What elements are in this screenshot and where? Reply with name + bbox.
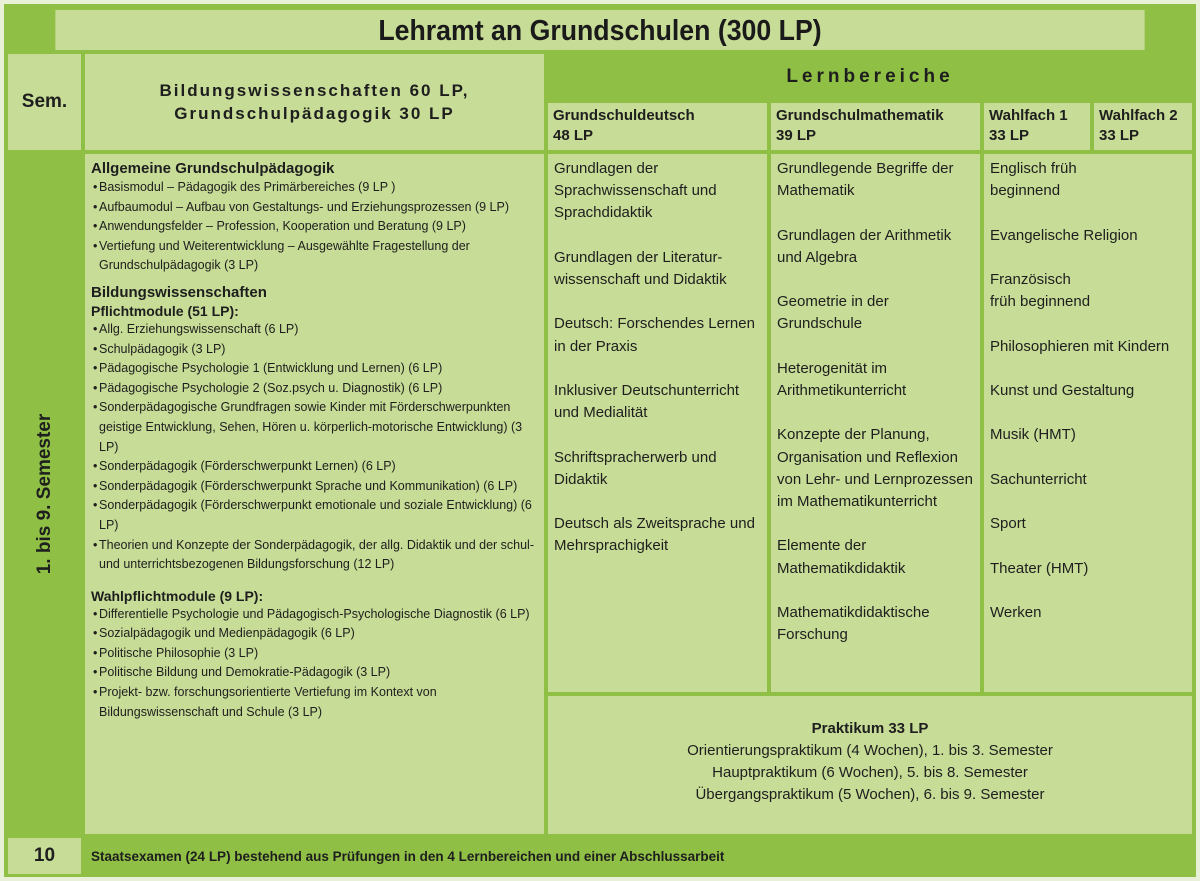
list-item: • Politische Philosophie (3 LP) <box>93 645 259 660</box>
page-title: Lehramt an Grundschulen (300 LP) <box>55 10 1144 50</box>
column-header-mathe <box>771 103 980 150</box>
list-item: Deutsch: Forschendes Lernen in der Praxis <box>554 315 755 355</box>
curriculum-table <box>4 4 1196 877</box>
list-item: • Politische Bildung und Demokratie-Pädagogik (3 LP) <box>93 665 391 680</box>
list-item: • Pädagogische Psychologie 1 (Entwicklung und Lernen) (6 LP) <box>93 361 443 376</box>
column-lp: 48 LP <box>553 127 594 144</box>
list-item: Musik (HMT) <box>990 426 1076 444</box>
list-item: Sachunterricht <box>990 470 1087 488</box>
column-name: Grundschuldeutsch <box>553 107 695 124</box>
semester-header: Sem. <box>8 54 81 150</box>
agp-title: Allgemeine Grundschulpädagogik <box>91 160 335 177</box>
bw-header-line2: Grundschulpädagogik 30 LP <box>174 104 455 123</box>
list-item: • Sozialpädagogik und Medienpädagogik (6 LP) <box>93 626 355 641</box>
list-item: • Projekt- bzw. forschungsorientierte Vertiefung im Kontext von Bildungswissenschaft und Schule (3 LP) <box>93 685 437 719</box>
list-item: Geometrie in der Grundschule <box>777 293 889 333</box>
column-lp: 33 LP <box>989 127 1030 144</box>
praktikum-line: Übergangspraktikum (5 Wochen), 6. bis 9. Semester <box>695 786 1045 803</box>
list-item: Inklusiver Deutschunterricht und Medialität <box>554 381 740 422</box>
praktikum-title: Praktikum 33 LP <box>811 720 929 737</box>
list-item: Kunst und Gestaltung <box>990 381 1135 399</box>
mathe-column <box>771 154 980 692</box>
semester-column <box>8 154 81 834</box>
list-item: Sport <box>990 515 1026 533</box>
list-item: • Theorien und Konzepte der Sonderpädagogik, der allg. Didaktik und der schul- und unterrichtsbezogenen Bildungsforschung (12 LP) <box>93 537 534 572</box>
list-item: Konzepte der Planung, Organisation und Reflexion von Lehr- und Lernprozessen im Mathematikunterricht <box>777 426 973 510</box>
column-header-wahlfach2 <box>1094 103 1192 150</box>
pflicht-title: Pflichtmodule (51 LP): <box>91 302 239 319</box>
wahl-title: Wahlpflichtmodule (9 LP): <box>91 587 264 604</box>
list-item: • Allg. Erziehungswissenschaft (6 LP) <box>93 321 299 336</box>
list-item: Grundlagen der Sprachwissenschaft und Sprachdidaktik <box>554 160 717 222</box>
list-item: • Sonderpädagogik (Förderschwerpunkt Sprache und Kommunikation) (6 LP) <box>93 478 518 493</box>
list-item: Mathematikdidaktische Forschung <box>777 603 930 644</box>
list-item: Schriftspracherwerb und Didaktik <box>554 448 717 488</box>
footer-text: Staatsexamen (24 LP) bestehend aus Prüfungen in den 4 Lernbereichen und einer Abschlussarbeit <box>85 838 1192 874</box>
praktikum-line: Orientierungspraktikum (4 Wochen), 1. bis 3. Semester <box>687 742 1053 759</box>
list-item: Deutsch als Zweitsprache und Mehrsprachigkeit <box>554 515 755 555</box>
column-lp: 39 LP <box>776 127 817 144</box>
deutsch-column <box>548 154 767 692</box>
list-item: Grundlegende Begriffe der Mathematik <box>777 160 954 200</box>
list-item: Grundlagen der Literatur-wissenschaft und Didaktik <box>554 248 727 288</box>
wahlfach-column <box>984 154 1192 692</box>
column-name: Wahlfach 2 <box>1099 107 1178 124</box>
list-item: Philosophieren mit Kindern <box>990 337 1170 355</box>
bildungswissenschaften-content <box>85 154 544 834</box>
list-item: • Anwendungsfelder – Profession, Kooperation und Beratung (9 LP) <box>93 219 466 234</box>
bw-header-line1: Bildungswissenschaften 60 LP, <box>159 81 470 100</box>
column-header-wahlfach1 <box>984 103 1090 150</box>
list-item: Grundlagen der Arithmetik und Algebra <box>777 226 952 266</box>
column-header-deutsch <box>548 103 767 150</box>
wahl-list <box>91 605 538 723</box>
agp-list <box>91 178 538 276</box>
list-item: Heterogenität im Arithmetikunterricht <box>777 359 907 399</box>
semester-label: 1. bis 9. Semester <box>33 413 55 575</box>
praktikum-box <box>548 696 1192 834</box>
list-item: • Vertiefung und Weiterentwicklung – Ausgewählte Fragestellung der Grundschulpädagogik (3 LP) <box>93 238 470 273</box>
column-name: Wahlfach 1 <box>989 107 1068 124</box>
list-item: Französisch früh beginnend <box>990 270 1091 311</box>
list-item: Theater (HMT) <box>990 559 1089 577</box>
list-item: • Sonderpädagogische Grundfragen sowie Kinder mit Förderschwerpunkten geistige Entwicklung, Sehen, Hören u. körperlich-motorische Entwicklung) (3 LP) <box>93 400 523 454</box>
list-item: Werken <box>990 603 1042 621</box>
bw-title: Bildungswissenschaften <box>91 283 267 301</box>
list-item: Evangelische Religion <box>990 226 1138 244</box>
column-lp: 33 LP <box>1099 127 1140 144</box>
footer-semester: 10 <box>8 838 81 874</box>
pflicht-list <box>91 320 538 575</box>
list-item: Elemente der Mathematikdidaktik <box>777 537 906 577</box>
list-item: • Sonderpädagogik (Förderschwerpunkt emotionale und soziale Entwicklung) (6 LP) <box>93 498 532 532</box>
list-item: • Pädagogische Psychologie 2 (Soz.psych u. Diagnostik) (6 LP) <box>93 380 443 395</box>
list-item: • Sonderpädagogik (Förderschwerpunkt Lernen) (6 LP) <box>93 459 396 474</box>
lernbereiche-header: Lernbereiche <box>548 54 1192 100</box>
praktikum-line: Hauptpraktikum (6 Wochen), 5. bis 8. Semester <box>712 764 1028 781</box>
bildungswissenschaften-header <box>85 54 544 150</box>
column-name: Grundschulmathematik <box>776 107 944 124</box>
list-item: Englisch früh beginnend <box>990 160 1077 200</box>
list-item: • Aufbaumodul – Aufbau von Gestaltungs- und Erziehungsprozessen (9 LP) <box>93 199 509 214</box>
list-item: • Differentielle Psychologie und Pädagogisch-Psychologische Diagnostik (6 LP) <box>93 606 530 621</box>
list-item: • Basismodul – Pädagogik des Primärbereiches (9 LP ) <box>93 180 396 194</box>
list-item: • Schulpädagogik (3 LP) <box>93 341 226 356</box>
